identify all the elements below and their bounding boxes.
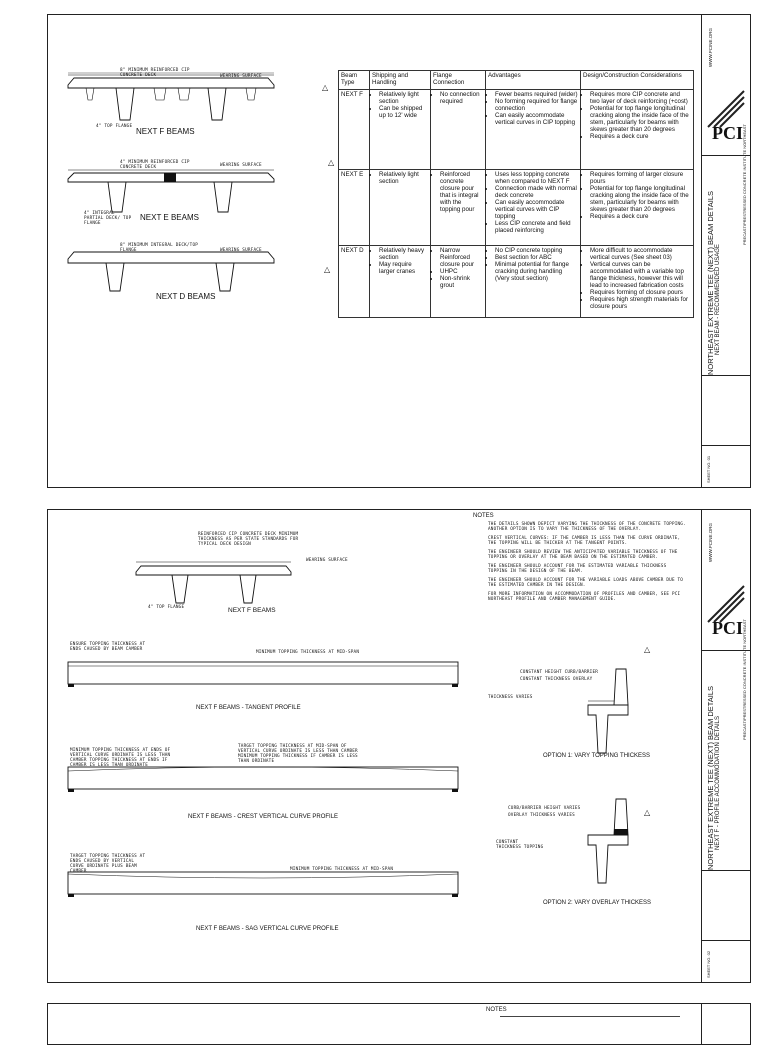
sheet-subtitle: NEXT BEAM - RECOMMENDED USAGE <box>715 244 721 355</box>
option-2-detail <box>578 795 638 885</box>
pci-logo-text: PCI <box>712 123 743 143</box>
profile-left-note: ENSURE TOPPING THICKNESS AT ENDS CAUSED BY BEAM CAMBER <box>70 642 146 652</box>
list-item: • May require larger cranes <box>379 261 428 275</box>
drawing-sheet-2 <box>47 509 751 983</box>
list-item: • Potential for top flange longitudinal cracking along the inside face of the stem, particularly for beams with skews greater than 20 degrees <box>590 105 691 133</box>
list-item: • Reinforced concrete closure pour that is integral with the topping pour <box>440 171 483 213</box>
note-line <box>500 1016 680 1017</box>
beam-label-next-f: NEXT F BEAMS <box>228 607 276 614</box>
note-item: THE ENGINEER SHOULD REVIEW THE ANTICIPATED VARIABLE THICKNESS OF THE TOPPING OR OVERLAY AT THE BEAM BASED ON THE ESTIMATED CAMBER. <box>488 550 678 560</box>
option-label: CONSTANT HEIGHT CURB/BARRIER <box>520 670 599 675</box>
sheet-title: NORTHEAST EXTREME TEE (NEXT) BEAM DETAILS <box>706 685 715 870</box>
revision-triangle-icon: △ <box>322 83 329 92</box>
beam-usage-table <box>338 70 694 318</box>
list-item: • Uses less topping concrete when compared to NEXT F <box>495 171 578 185</box>
header-shipping: Shipping and Handling <box>370 71 431 90</box>
revision-triangle-icon: △ <box>324 265 331 274</box>
profile-left-note: MINIMUM TOPPING THICKNESS AT ENDS OF VERTICAL CURVE ORDINATE IS LESS THAN CAMBER TOPPING THICKNESS AT ENDS IF CAMBER IS LESS THAN ORDINATE <box>70 748 171 768</box>
option-label: THICKNESS VARIES <box>488 695 533 700</box>
list-item: • Vertical curves can be accommodated with a variable top flange thickness, however this will lead to increased fabrication costs <box>590 261 691 289</box>
website-text: WWW.PCINE.ORG <box>708 28 713 67</box>
list-item: • Narrow Reinforced closure pour <box>440 247 483 268</box>
callout-deck: 8" MINIMUM REINFORCED CIP CONCRETE DECK <box>120 68 190 78</box>
list-item: • Can easily accommodate vertical curves in CIP topping <box>495 112 578 126</box>
list-item: • Requires forming of larger closure pours <box>590 171 691 185</box>
callout-deck: REINFORCED CIP CONCRETE DECK MINIMUM THICKNESS AS PER STATE STANDARDS FOR TYPICAL DECK DESIGN <box>198 532 299 547</box>
list-item: • No connection required <box>440 91 483 105</box>
note-item: THE ENGINEER SHOULD ACCOUNT FOR THE VARIABLE LOADS ABOVE CAMBER DUE TO THE ESTIMATED CAMBER IN THE DESIGN. <box>488 578 684 588</box>
option-caption: OPTION 2: VARY OVERLAY THICKESS <box>543 900 652 906</box>
beam-label-next-e: NEXT E BEAMS <box>140 213 199 222</box>
option-caption: OPTION 1: VARY TOPPING THICKESS <box>543 753 651 759</box>
notes-heading: NOTES <box>486 1007 507 1013</box>
list-item: • Requires high strength materials for closure pours <box>590 296 691 310</box>
tangent-profile-elevation <box>68 650 468 700</box>
table-row <box>339 169 694 245</box>
beam-type-cell: NEXT E <box>339 169 370 245</box>
title-block <box>701 510 750 982</box>
profile-left-note: TARGET TOPPING THICKNESS AT ENDS CAUSED BY VERTICAL CURVE ORDINATE PLUS BEAM CAMBER <box>70 854 146 874</box>
list-item: • UHPC <box>440 268 483 275</box>
beam-type-cell: NEXT D <box>339 245 370 317</box>
revision-triangle-icon: △ <box>328 158 335 167</box>
sheet-number: SHEET NO. 01 <box>706 455 711 483</box>
list-item: • Relatively light section <box>379 91 428 105</box>
callout-wearing: WEARING SURFACE <box>220 74 262 79</box>
option-label: CURB/BARRIER HEIGHT VARIES <box>508 806 581 811</box>
profile-caption: NEXT F BEAMS - TANGENT PROFILE <box>196 705 301 711</box>
org-text: PRECAST/PRESTRESSED CONCRETE INSTITUTE NORTHEAST <box>742 124 747 245</box>
revision-triangle-icon: △ <box>644 808 651 817</box>
title-block <box>701 15 750 487</box>
pci-logo-text: PCI <box>712 618 743 638</box>
list-item: • Fewer beams required (wider) <box>495 91 578 98</box>
profile-caption: NEXT F BEAMS - SAG VERTICAL CURVE PROFILE <box>196 926 339 932</box>
list-item: • Relatively heavy section <box>379 247 428 261</box>
sheet-subtitle: NEXT F - PROFILE ACCOMMODATION DETAILS <box>715 715 721 850</box>
beam-type-cell: NEXT F <box>339 89 370 169</box>
list-item: • Relatively light section <box>379 171 428 185</box>
list-item: • Requires more CIP concrete and two layer of deck reinforcing (+cost) <box>590 91 691 105</box>
drawing-sheet-3 <box>47 1003 751 1045</box>
header-beam-type: Beam Type <box>339 71 370 90</box>
list-item: • Can be shipped up to 12' wide <box>379 105 428 119</box>
list-item: • Minimal potential for flange cracking during handling (Very stout section) <box>495 261 578 282</box>
list-item: • More difficult to accommodate vertical curves (See sheet 03) <box>590 247 691 261</box>
option-label: CONSTANT THICKNESS TOPPING <box>496 840 544 850</box>
callout-flange: 4" TOP FLANGE <box>148 605 185 610</box>
profile-right-note: MINIMUM TOPPING THICKNESS AT MID-SPAN <box>290 867 394 872</box>
list-item: • Requires a deck cure <box>590 213 691 220</box>
note-item: THE DETAILS SHOWN DEPICT VARYING THE THICKNESS OF THE CONCRETE TOPPING. ANOTHER OPTION IS TO VARY THE THICKNESS OF THE OVERLAY. <box>488 522 686 532</box>
callout-deck: 4" MINIMUM REINFORCED CIP CONCRETE DECK <box>120 160 190 170</box>
option-label: OVERLAY THICKNESS VARIES <box>508 813 575 818</box>
profile-right-note: TARGET TOPPING THICKNESS AT MID-SPAN OF VERTICAL CURVE ORDINATE IS LESS THAN CAMBER MINIMUM TOPPING THICKNESS IF CAMBER IS LESS THAN ORDINATE <box>238 744 358 764</box>
list-item: • Best section for ABC <box>495 254 578 261</box>
profile-right-note: MINIMUM TOPPING THICKNESS AT MID-SPAN <box>256 650 360 655</box>
list-item: • No forming required for flange connection <box>495 98 578 112</box>
list-item: • Potential for top flange longitudinal cracking along the inside face of the stem, particularly for beams with skews greater than 20 degrees <box>590 185 691 213</box>
header-advantages: Advantages <box>486 71 581 90</box>
sheet-title: NORTHEAST EXTREME TEE (NEXT) BEAM DETAILS <box>706 190 715 375</box>
beam-label-next-f: NEXT F BEAMS <box>136 127 195 136</box>
callout-wearing: WEARING SURFACE <box>306 558 348 563</box>
notes-heading: NOTES <box>473 513 494 519</box>
title-block <box>701 1004 750 1044</box>
list-item: • Less CIP concrete and field placed reinforcing <box>495 220 578 234</box>
table-header-row <box>339 71 694 90</box>
org-text: PRECAST/PRESTRESSED CONCRETE INSTITUTE NORTHEAST <box>742 619 747 740</box>
table-row <box>339 89 694 169</box>
website-text: WWW.PCINE.ORG <box>708 523 713 562</box>
list-item: • Requires a deck cure <box>590 133 691 140</box>
callout-flange: 4" INTEGRAL PARTIAL DECK/ TOP FLANGE <box>84 211 132 226</box>
note-item: CREST VERTICAL CURVES: IF THE CAMBER IS LESS THAN THE CURVE ORDINATE, THE TOPPING WILL BE THICKER AT THE TANGENT POINTS. <box>488 536 681 546</box>
callout-deck: 8" MINIMUM INTEGRAL DECK/TOP FLANGE <box>120 243 199 253</box>
drawing-sheet-1 <box>47 14 751 488</box>
callout-flange: 4" TOP FLANGE <box>96 124 133 129</box>
note-item: THE ENGINEER SHOULD ACCOUNT FOR THE ESTIMATED VARIABLE THICKNESS TOPPING IN THE DESIGN OF THE BEAM. <box>488 564 667 574</box>
list-item: • Requires forming of closure pours <box>590 289 691 296</box>
table-row <box>339 245 694 317</box>
note-item: FOR MORE INFORMATION ON ACCOMMODATION OF PROFILES AND CAMBER, SEE PCI NORTHEAST PROFILE AND CAMBER MANAGEMENT GUIDE. <box>488 592 681 602</box>
option-label: CONSTANT THICKNESS OVERLAY <box>520 677 593 682</box>
list-item: • Connection made with normal deck concrete <box>495 185 578 199</box>
header-flange: Flange Connection <box>431 71 486 90</box>
beam-label-next-d: NEXT D BEAMS <box>156 292 216 301</box>
callout-wearing: WEARING SURFACE <box>220 248 262 253</box>
notes-list <box>488 522 688 606</box>
list-item: • No CIP concrete topping <box>495 247 578 254</box>
list-item: • Non-shrink grout <box>440 275 483 289</box>
revision-triangle-icon: △ <box>644 645 651 654</box>
header-design: Design/Construction Considerations <box>581 71 694 90</box>
profile-caption: NEXT F BEAMS - CREST VERTICAL CURVE PROFILE <box>188 814 339 820</box>
list-item: • Can easily accommodate vertical curves with CIP topping <box>495 199 578 220</box>
sheet-number: SHEET NO. 02 <box>706 950 711 978</box>
callout-wearing: WEARING SURFACE <box>220 163 262 168</box>
